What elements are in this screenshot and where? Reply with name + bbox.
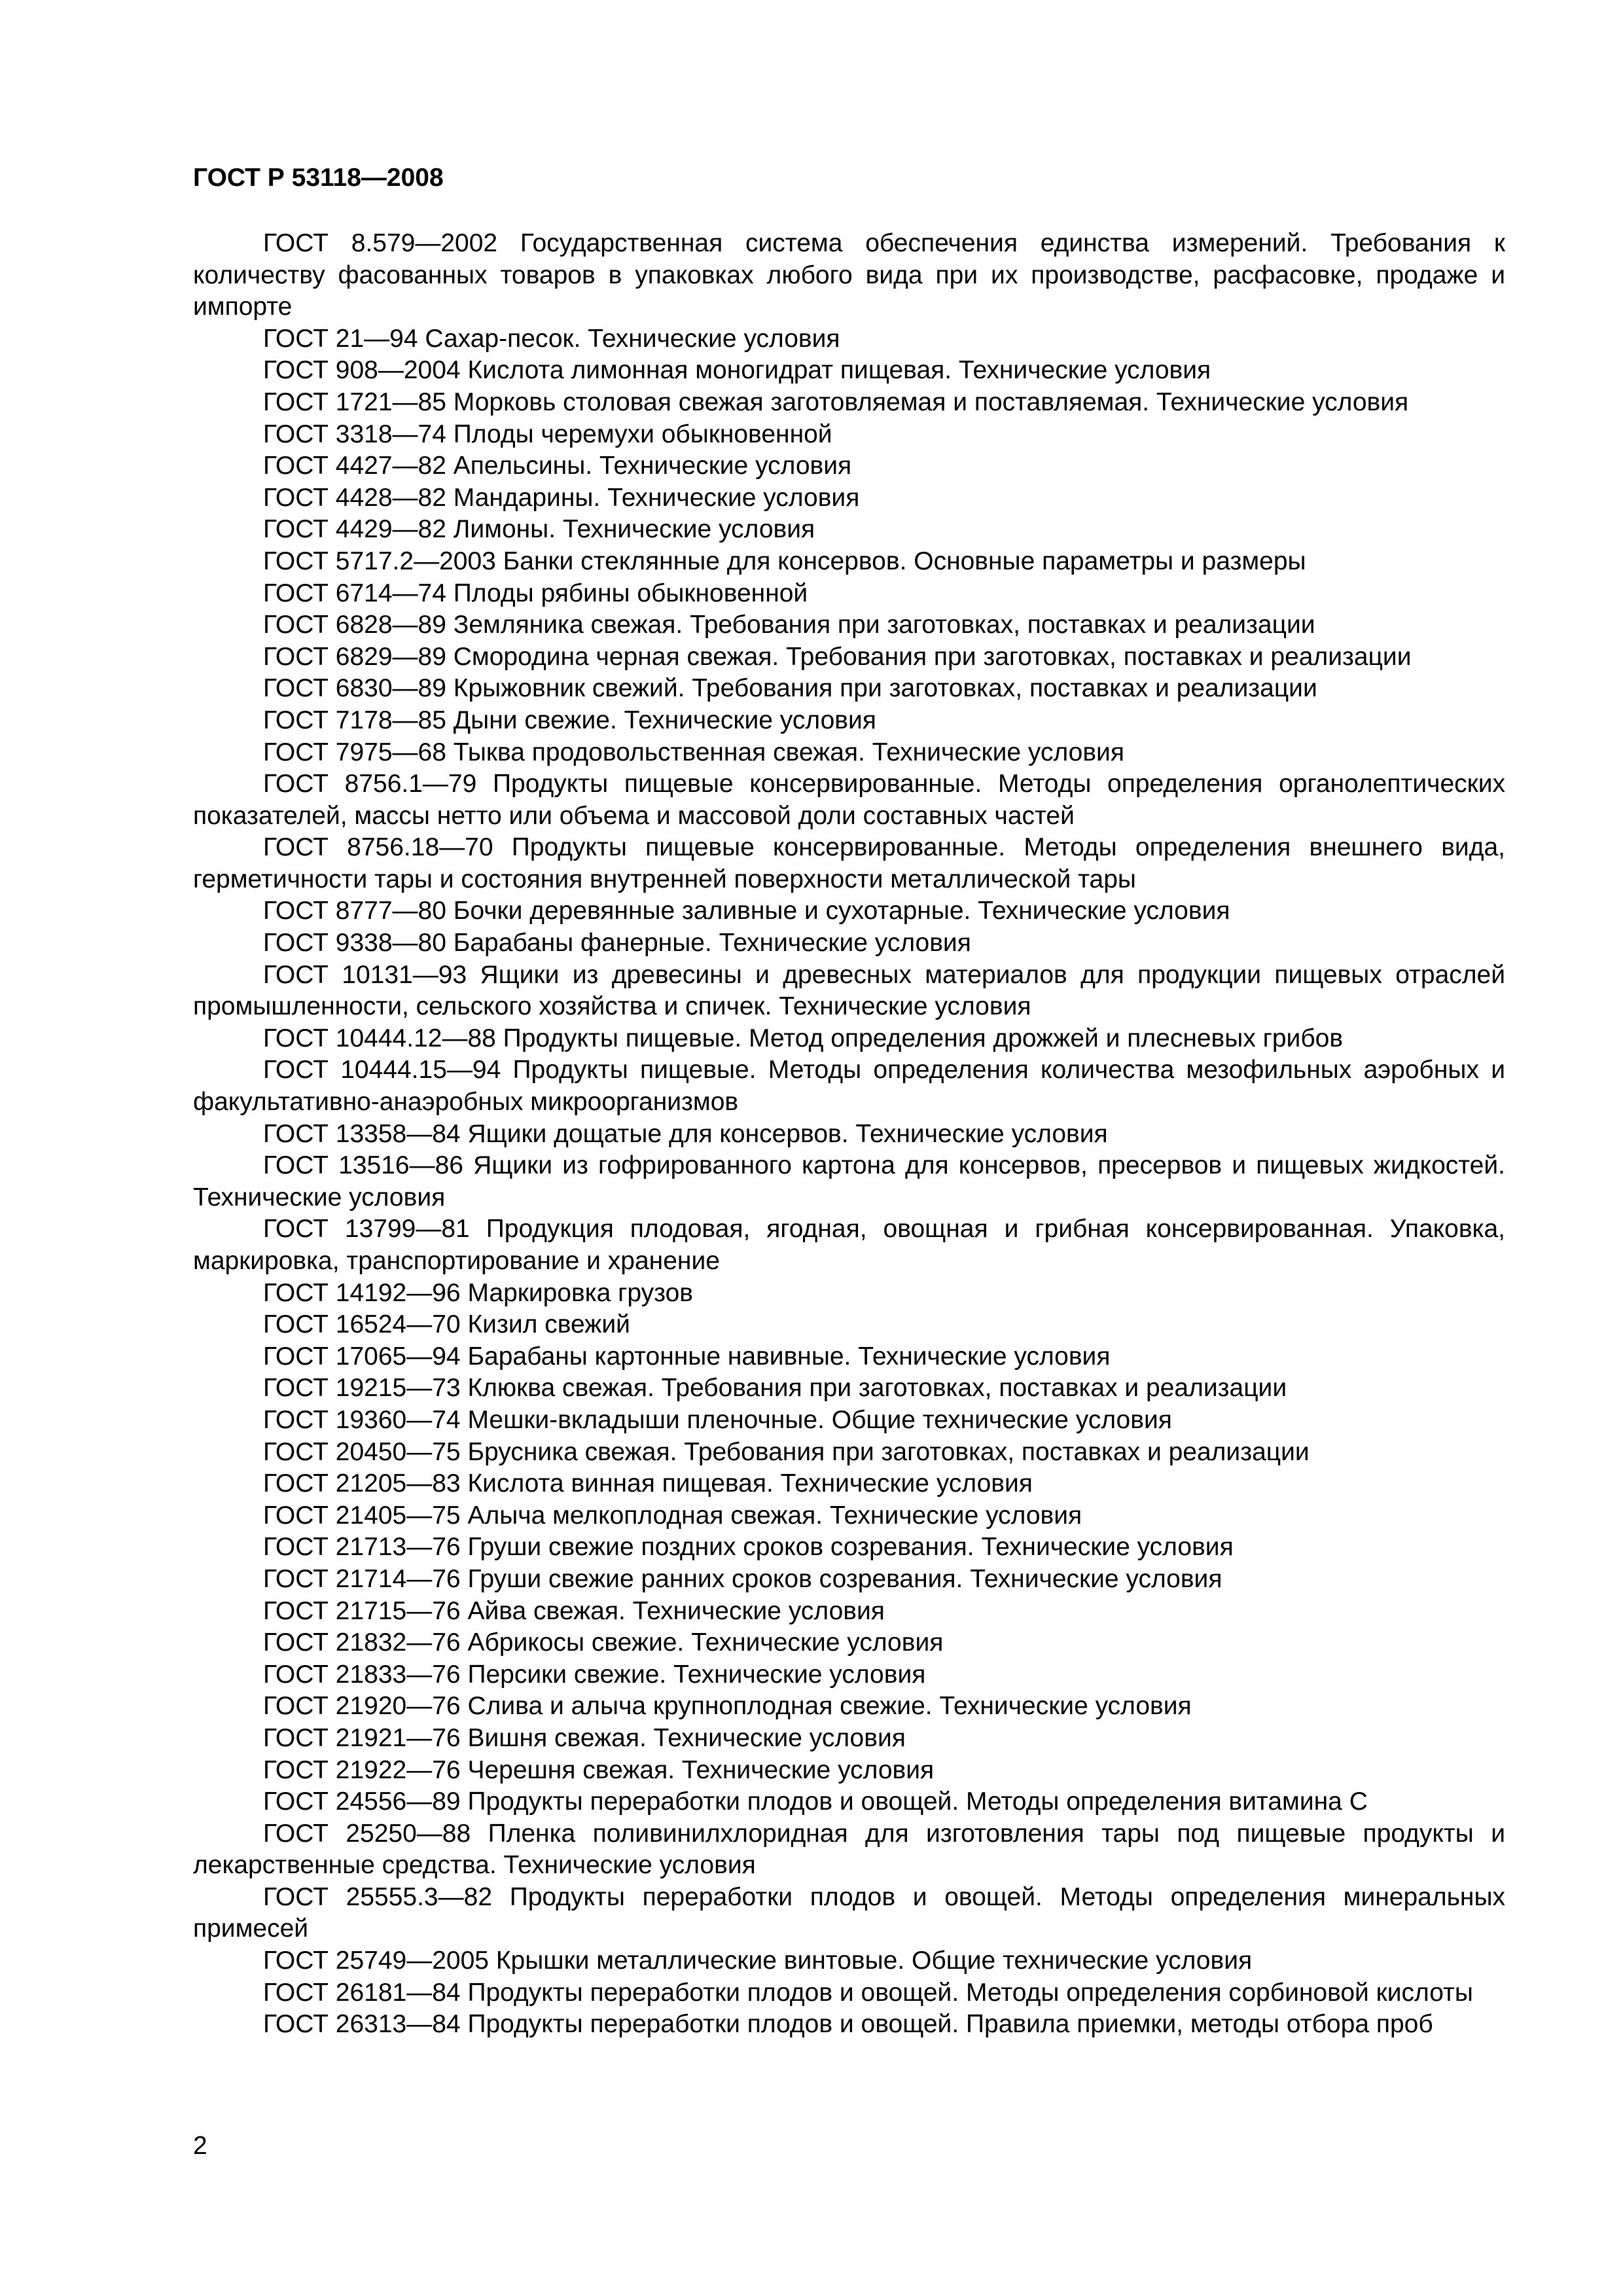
reference-item: ГОСТ 21922—76 Черешня свежая. Технические условия [263,1755,935,1784]
reference-item: ГОСТ 6829—89 Смородина черная свежая. Требования при заготовках, поставках и реализации [263,642,1412,671]
reference-item: ГОСТ 6830—89 Крыжовник свежий. Требования при заготовках, поставках и реализации [263,674,1317,703]
reference-item: ГОСТ 13516—86 Ящики из гофрированного картона для консервов, пресервов и пищевых жидкостей. Технические условия [193,1151,1505,1211]
reference-item: ГОСТ 21832—76 Абрикосы свежие. Технические условия [263,1628,944,1657]
reference-item: ГОСТ 21715—76 Айва свежая. Технические условия [263,1596,885,1625]
reference-item: ГОСТ 21405—75 Алыча мелкоплодная свежая. Технические условия [263,1501,1082,1530]
reference-item: ГОСТ 14192—96 Маркировка грузов [263,1278,693,1307]
reference-item: ГОСТ 25250—88 Пленка поливинилхлоридная для изготовления тары под пищевые продукты и лекарственные средства. Технические условия [193,1819,1505,1880]
reference-item: ГОСТ 21920—76 Слива и алыча крупноплодная свежие. Технические условия [263,1692,1192,1721]
reference-item: ГОСТ 8756.1—79 Продукты пищевые консервированные. Методы определения органолептических показателей, массы нетто или объема и массовой доли составных частей [193,770,1505,830]
reference-item: ГОСТ 8777—80 Бочки деревянные заливные и сухотарные. Технические условия [263,897,1230,925]
reference-item: ГОСТ 3318—74 Плоды черемухи обыкновенной [263,420,832,448]
reference-item: ГОСТ 26313—84 Продукты переработки плодов и овощей. Правила приемки, методы отбора проб [263,2010,1433,2039]
reference-item: ГОСТ 4428—82 Мандарины. Технические условия [263,483,860,512]
reference-item: ГОСТ 8756.18—70 Продукты пищевые консервированные. Методы определения внешнего вида, герметичности тары и состояния внутренней поверхности металлической тары [193,833,1505,893]
reference-item: ГОСТ 21205—83 Кислота винная пищевая. Технические условия [263,1469,1033,1498]
reference-item: ГОСТ 21921—76 Вишня свежая. Технические условия [263,1723,906,1752]
reference-item: ГОСТ 10131—93 Ящики из древесины и древесных материалов для продукции пищевых отраслей промышленности, сельского хозяйства и спичек. Технические условия [193,960,1505,1021]
reference-item: ГОСТ 13358—84 Ящики дощатые для консервов. Технические условия [263,1119,1108,1148]
reference-item: ГОСТ 9338—80 Барабаны фанерные. Технические условия [263,929,971,958]
reference-item: ГОСТ 25555.3—82 Продукты переработки плодов и овощей. Методы определения минеральных примесей [193,1882,1505,1943]
reference-item: ГОСТ 13799—81 Продукция плодовая, ягодная, овощная и грибная консервированная. Упаковка, маркировка, транспортирование и хранение [193,1215,1505,1275]
reference-item: ГОСТ 21—94 Сахар-песок. Технические условия [263,324,840,353]
reference-item: ГОСТ 4429—82 Лимоны. Технические условия [263,515,815,544]
reference-item: ГОСТ 17065—94 Барабаны картонные навивные. Технические условия [263,1342,1111,1371]
reference-item: ГОСТ 5717.2—2003 Банки стеклянные для консервов. Основные параметры и размеры [263,547,1306,575]
reference-item: ГОСТ 21714—76 Груши свежие ранних сроков созревания. Технические условия [263,1564,1222,1593]
reference-item: ГОСТ 21713—76 Груши свежие поздних сроков созревания. Технические условия [263,1533,1234,1562]
reference-item: ГОСТ 21833—76 Персики свежие. Технические условия [263,1660,926,1689]
reference-item: ГОСТ 6828—89 Земляника свежая. Требования при заготовках, поставках и реализации [263,611,1315,639]
reference-item: ГОСТ 10444.12—88 Продукты пищевые. Метод определения дрожжей и плесневых грибов [263,1024,1344,1052]
reference-item: ГОСТ 24556—89 Продукты переработки плодов и овощей. Методы определения витамина С [263,1787,1368,1816]
reference-item: ГОСТ 25749—2005 Крышки металлические винтовые. Общие технические условия [263,1946,1253,1975]
reference-item: ГОСТ 6714—74 Плоды рябины обыкновенной [263,579,808,607]
reference-item: ГОСТ 8.579—2002 Государственная система обеспечения единства измерений. Требования к количеству фасованных товаров в упаковках любого вида при их производстве, расфасовке, продаже и импорте [193,229,1505,321]
reference-item: ГОСТ 19215—73 Клюква свежая. Требования при заготовках, поставках и реализации [263,1374,1287,1403]
normative-references-list [193,228,1505,2041]
reference-item: ГОСТ 908—2004 Кислота лимонная моногидрат пищевая. Технические условия [263,356,1211,385]
reference-item: ГОСТ 26181—84 Продукты переработки плодов и овощей. Методы определения сорбиновой кислоты [263,1978,1473,2007]
document-header: ГОСТ Р 53118—2008 [193,164,444,192]
reference-item: ГОСТ 7975—68 Тыква продовольственная свежая. Технические условия [263,738,1124,766]
page-number: 2 [193,2132,207,2160]
reference-item: ГОСТ 16524—70 Кизил свежий [263,1310,630,1339]
reference-item: ГОСТ 20450—75 Брусника свежая. Требования при заготовках, поставках и реализации [263,1437,1310,1466]
reference-item: ГОСТ 19360—74 Мешки-вкладыши пленочные. Общие технические условия [263,1405,1172,1434]
reference-item: ГОСТ 7178—85 Дыни свежие. Технические условия [263,706,876,734]
reference-item: ГОСТ 1721—85 Морковь столовая свежая заготовляемая и поставляемая. Технические условия [263,387,1409,416]
reference-item: ГОСТ 4427—82 Апельсины. Технические условия [263,452,852,480]
reference-item: ГОСТ 10444.15—94 Продукты пищевые. Методы определения количества мезофильных аэробных и факультативно-анаэробных микроорганизмов [193,1056,1505,1117]
